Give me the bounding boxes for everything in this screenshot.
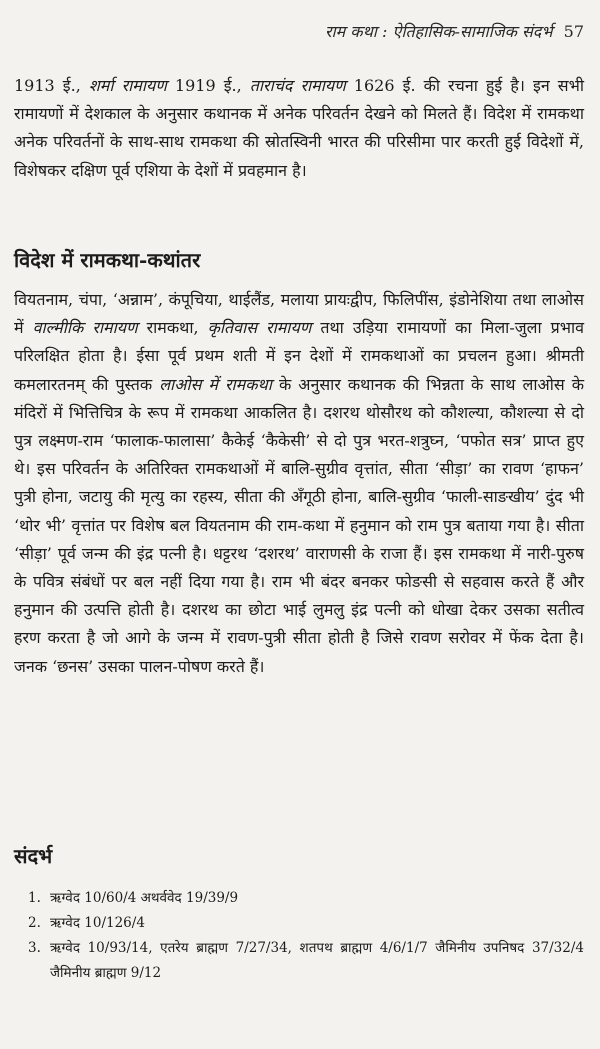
page-number: 57 bbox=[563, 22, 584, 41]
intro-title-tarachand: ताराचंद रामायण bbox=[249, 76, 346, 95]
reference-item bbox=[28, 886, 584, 911]
main-title-laos: लाओस में रामकथा bbox=[159, 374, 272, 394]
reference-number: 1. bbox=[28, 890, 41, 906]
main-text-2: रामकथा, bbox=[137, 318, 208, 338]
intro-paragraph bbox=[14, 72, 584, 185]
reference-text: ऋग्वेद 10/60/4 अथर्ववेद 19/39/9 bbox=[50, 890, 239, 906]
reference-text: ऋग्वेद 10/126/4 bbox=[50, 915, 145, 931]
reference-text: ऋग्वेद 10/93/14, एतरेय ब्राह्मण 7/27/34, शतपथ ब्राह्मण 4/6/1/7 जैमिनीय उपनिषद 37/32/4 जैमिनीय ब्राह्मण 9/12 bbox=[50, 940, 584, 981]
main-title-krittivas: कृतिवास रामायण bbox=[207, 318, 312, 338]
main-text-4: के अनुसार कथानक की भिन्नता के साथ लाओस के मंदिरों में भित्तिचित्र के रूप में रामकथा आकलित है। दशरथ थोसौरथ को कौशल्या, कौशल्या से दो पुत्र लक्ष्मण-राम ‘फालाक-फालासा’ कैकेई ‘कैकेसी’ से दो पुत्र भरत-शत्रुघ्न, ‘पफोत सत्र’ प्राप्त हुए थे। इस परिवर्तन के अतिरिक्त रामकथाओं में बालि-सुग्रीव वृत्तांत, सीता ‘सीड़ा’ का रावण ‘हाफन’ पुत्री होना, जटायु की मृत्यु का रहस्य, सीता की अँगूठी होना, बालि-सुग्रीव ‘फाली-साङखीय’ दुंद भी ‘थोर भी’ वृत्तांत पर विशेष बल वियतनाम की राम-कथा में हनुमान को राम पुत्र बताया गया है। सीता ‘सीड़ा’ पूर्व जन्म की इंद्र पत्नी है। धट्टरथ ‘दशरथ’ वाराणसी के राजा हैं। इस रामकथा में नारी-पुरुष के पवित्र संबंधों पर बल नहीं दिया गया है। राम भी बंदर बनकर फोङसी से सहवास करते हैं और हनुमान की उत्पत्ति होती है। दशरथ का छोटा भाई लुमलु इंद्र पत्नी को धोखा देकर उसका सतीत्व हरण करता है जो आगे के जन्म में रावण-पुत्री सीता होती है जिसे रावण सरोवर में फेंक देता है। जनक ‘छनस’ उसका पालन-पोषण करते हैं। bbox=[14, 374, 585, 676]
main-text-3: तथा उड़िया रामायणों का मिला-जुला प्रभाव परिलक्षित होता है। ईसा पूर्व प्रथम शती में इन देशों में रामकथाओं का प्रचलन हुआ। श्रीमती कमलारतनम् की पुस्तक bbox=[14, 318, 585, 394]
section-heading: विदेश में रामकथा-कथांतर bbox=[14, 248, 201, 272]
main-paragraph bbox=[14, 286, 584, 681]
intro-text-1: 1913 ई., bbox=[14, 76, 89, 95]
intro-title-sharma: शर्मा रामायण bbox=[88, 76, 167, 95]
running-header bbox=[0, 20, 584, 42]
intro-text-3: 1626 ई. की रचना हुई है। इन सभी रामायणों में देशकाल के अनुसार कथानक में अनेक परिवर्तन देखने को मिलते हैं। विदेश में रामकथा अनेक परिवर्तनों के साथ-साथ रामकथा की स्रोतस्विनी भारत की परिसीमा पार करती हुई विदेशों में, विशेषकर दक्षिण पूर्व एशिया के देशों में प्रवहमान है। bbox=[14, 76, 584, 180]
reference-item bbox=[28, 911, 584, 936]
main-text-1: वियतनाम, चंपा, ‘अन्नाम’, कंपूचिया, थाईलैंड, मलाया प्रायःद्वीप, फिलिपींस, इंडोनेशिया तथा लाओस में bbox=[14, 290, 584, 338]
running-title: राम कथा : ऐतिहासिक-सामाजिक संदर्भ bbox=[324, 22, 553, 41]
reference-number: 2. bbox=[28, 915, 41, 931]
reference-item bbox=[28, 936, 584, 986]
intro-text-2: 1919 ई., bbox=[166, 76, 250, 95]
reference-number: 3. bbox=[28, 940, 41, 956]
references-list bbox=[28, 886, 584, 986]
references-heading: संदर्भ bbox=[14, 844, 53, 868]
main-title-valmiki: वाल्मीकि रामायण bbox=[32, 318, 138, 338]
